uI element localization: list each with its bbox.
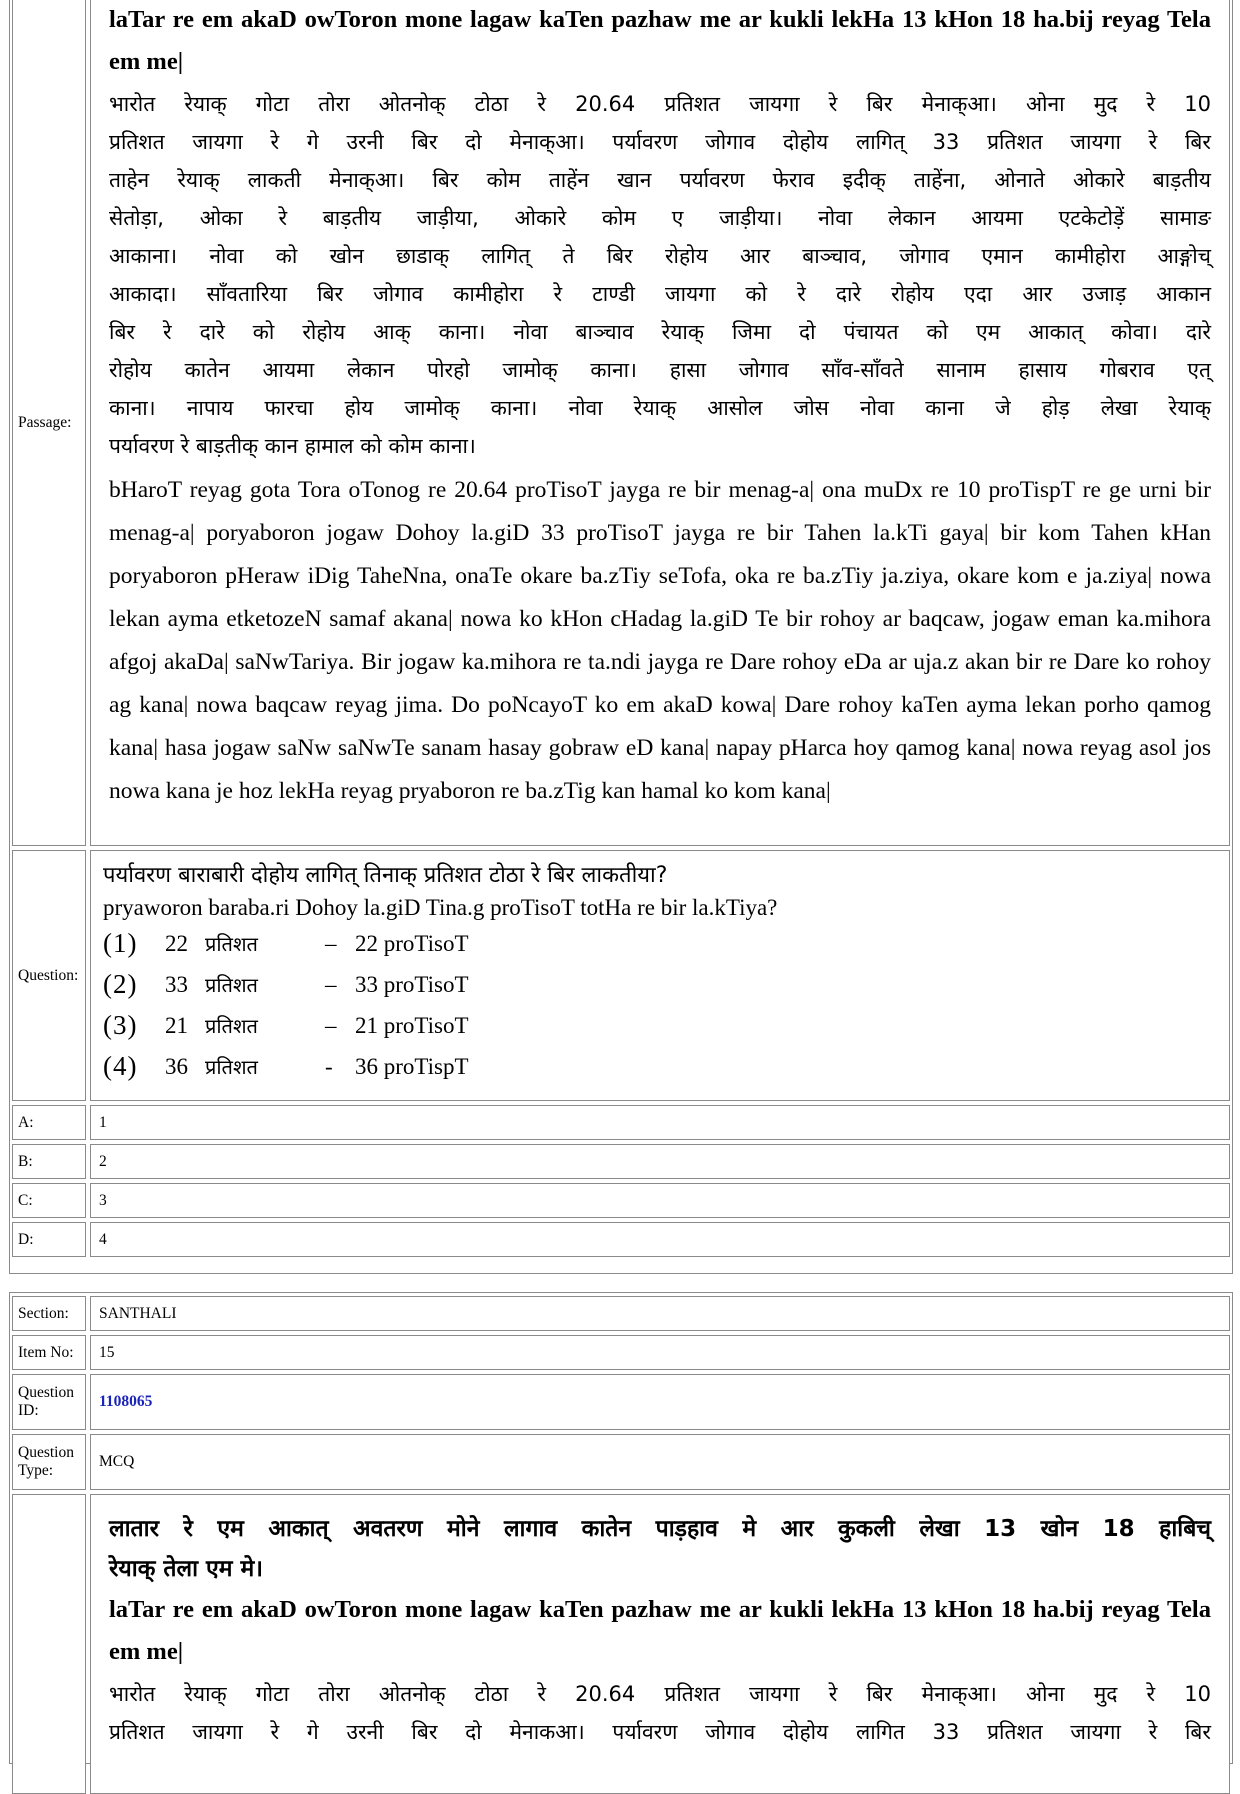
answer-label: A: <box>12 1105 86 1140</box>
answer-value: 1 <box>90 1105 1230 1140</box>
passage-deva-line: प्रतिशत जायगा रे गे उरनी बिर दो मेनाकआ। पर्यावरण जोगाव दोहोय लागित 33 प्रतिशत जायगा रे बिर <box>109 1720 1211 1744</box>
option-deva: प्रतिशत <box>205 932 258 956</box>
option-number: (4) <box>103 1051 138 1081</box>
question-type-row <box>12 1434 1230 1490</box>
answer-value: 3 <box>90 1183 1230 1218</box>
item-no-label: Item No: <box>12 1335 86 1370</box>
option-deva: प्रतिशत <box>205 973 258 997</box>
section-label: Section: <box>12 1296 86 1331</box>
option-value: 22 <box>165 930 188 956</box>
question-devanagari: पर्यावरण बाराबारी दोहोय लागित् तिनाक् प्रतिशत टोठा रे बिर लाकतीया? <box>103 863 668 888</box>
option-number: (3) <box>103 1010 138 1040</box>
passage-content <box>90 0 1230 846</box>
item-no-value: 15 <box>90 1335 1230 1370</box>
heading-devanagari <box>109 1509 1211 1589</box>
option-deva: प्रतिशत <box>205 1055 258 1079</box>
section-row <box>12 1296 1230 1331</box>
option-value: 21 <box>165 1012 188 1038</box>
answer-label: C: <box>12 1183 86 1218</box>
option-latin: 21 proTisoT <box>355 1012 469 1038</box>
passage-deva-line: सेतोड़ा, ओका रे बाड़तीय जाड़ीया, ओकारे कोम ए जाड़ीया। नोवा लेकान आयमा एटकेटोड़ें सामाङ <box>109 206 1211 230</box>
passage-deva-line: ताहेन रेयाक् लाकती मेनाक्आ। बिर कोम ताहेंन खान पर्यावरण फेराव इदीक् ताहेंना, ओनाते ओकारे बाड़तीय <box>109 168 1211 192</box>
question-label: Question: <box>12 850 86 1101</box>
question-id-link[interactable]: 1108065 <box>99 1393 153 1410</box>
answer-row-b <box>12 1144 1230 1179</box>
passage-deva-line: आकादा। साँवतारिया बिर जोगाव कामीहोरा रे टाण्डी जायगा को रे दारे रोहोय एदा आर उजाड़ आकान <box>109 282 1211 306</box>
passage-heading-latin: laTar re em akaD owToron mone lagaw kaTen pazhaw me ar kukli lekHa 13 kHon 18 ha.bij reyag Tela em me| <box>109 6 1211 75</box>
option-4: (4) 36 प्रतिशत - 36 proTispT <box>103 1051 469 1081</box>
option-value: 36 <box>165 1053 188 1079</box>
question-type-value: MCQ <box>90 1434 1230 1490</box>
answer-label: B: <box>12 1144 86 1179</box>
answer-value: 4 <box>90 1222 1230 1257</box>
answer-row-d <box>12 1222 1230 1257</box>
question-row <box>12 850 1230 1101</box>
passage-row-15 <box>12 1494 1230 1794</box>
passage-deva-line: काना। नापाय फारचा होय जामोक् काना। नोवा रेयाक् आसोल जोस नोवा काना जे होड़ लेखा रेयाक् <box>109 396 1211 420</box>
passage-label-empty <box>12 1494 86 1794</box>
passage-deva-line: भारोत रेयाक् गोटा तोरा ओतनोक् टोठा रे 20.64 प्रतिशत जायगा रे बिर मेनाक्आ। ओना मुद रे 10 <box>109 92 1211 116</box>
passage-deva-line: आकाना। नोवा को खोन छाडाक् लागित् ते बिर रोहोय आर बाञ्चाव, जोगाव एमान कामीहोरा आङ्गोच् <box>109 244 1211 268</box>
section-value: SANTHALI <box>90 1296 1230 1331</box>
passage-content-15 <box>90 1494 1230 1794</box>
answer-value: 2 <box>90 1144 1230 1179</box>
item-no-row <box>12 1335 1230 1370</box>
heading-latin: laTar re em akaD owToron mone lagaw kaTen pazhaw me ar kukli lekHa 13 kHon 18 ha.bij reyag Tela em me| <box>109 1596 1211 1665</box>
option-deva: प्रतिशत <box>205 1014 258 1038</box>
heading-deva-line: लातार रे एम आकात् अवतरण मोने लागाव कातेन पाड़हाव मे आर कुकली लेखा 13 खोन 18 हाबिच् <box>109 1516 1211 1542</box>
option-latin: 22 proTisoT <box>355 930 469 956</box>
heading-deva-line: रेयाक् तेला एम मे। <box>109 1556 263 1582</box>
passage-deva-line: रोहोय कातेन आयमा लेकान पोरहो जामोक् काना। हासा जोगाव साँव-साँवते सानाम हासाय गोबराव एत् <box>109 358 1211 382</box>
passage-deva-line: बिर रे दारे को रोहोय आक् काना। नोवा बाञ्चाव रेयाक् जिमा दो पंचायत को एम आकात् कोवा। दारे <box>109 320 1211 344</box>
option-latin: 33 proTisoT <box>355 971 469 997</box>
passage-deva-line: प्रतिशत जायगा रे गे उरनी बिर दो मेनाक्आ। पर्यावरण जोगाव दोहोय लागित् 33 प्रतिशत जायगा रे बिर <box>109 130 1211 154</box>
question-content <box>90 850 1230 1101</box>
question-id-label: Question ID: <box>12 1374 86 1430</box>
passage-latin: bHaroT reyag gota Tora oTonog re 20.64 proTisoT jayga re bir menag-a| ona muDx re 10 proTispT re ge urni bir menag-a| poryaboron jogaw Dohoy la.giD 33 proTisoT jayga re bir Tahen la.kTi gaya| bir kom Tahen kHan poryaboron pHeraw iDig TaheNna, onaTe okare ba.zTiy seTofa, oka re ba.zTiy ja.ziya, okare kom e ja.ziya| nowa lekan ayma etketozeN samaf akana| nowa ko kHon cHadag la.giD Te bir rohoy ar baqcaw, jogaw eman ka.mihora afgoj akaDa| saNwTariya. Bir jogaw ka.mihora re ta.ndi jayga re Dare rohoy eDa ar uja.z akan bir re Dare ko rohoy ag kana| nowa baqcaw reyag jima. Do poNcayoT ko em akaD kowa| Dare rohoy kaTen ayma lekan porho qamog kana| hasa jogaw saNw saNwTe sanam hasay gobraw eD kana| napay pHarca hoy qamog kana| nowa reyag asol jos nowa kana je hoz lekHa reyag pryaboron re ba.zTig kan hamal ko kom kana| <box>109 477 1211 804</box>
answer-row-a <box>12 1105 1230 1140</box>
question-type-label: Question Type: <box>12 1434 86 1490</box>
option-3: (3) 21 प्रतिशत – 21 proTisoT <box>103 1010 469 1040</box>
passage-devanagari-15 <box>109 1675 1211 1751</box>
question-id-row <box>12 1374 1230 1430</box>
passage-devanagari <box>109 85 1211 465</box>
passage-label: Passage: <box>12 0 86 846</box>
question-block-15 <box>9 1292 1233 1764</box>
option-number: (1) <box>103 928 138 958</box>
question-block-14 <box>9 0 1233 1274</box>
question-latin: pryaworon baraba.ri Dohoy la.giD Tina.g proTisoT totHa re bir la.kTiya? <box>103 895 778 920</box>
option-1: (1) 22 प्रतिशत – 22 proTisoT <box>103 928 469 958</box>
answer-row-c <box>12 1183 1230 1218</box>
option-2: (2) 33 प्रतिशत – 33 proTisoT <box>103 969 469 999</box>
answer-label: D: <box>12 1222 86 1257</box>
passage-deva-line: पर्यावरण रे बाड़तीक् कान हामाल को कोम काना। <box>109 434 476 458</box>
option-number: (2) <box>103 969 138 999</box>
option-latin: 36 proTispT <box>355 1053 469 1079</box>
passage-deva-line: भारोत रेयाक् गोटा तोरा ओतनोक् टोठा रे 20.64 प्रतिशत जायगा रे बिर मेनाक्आ। ओना मुद रे 10 <box>109 1682 1211 1706</box>
passage-row <box>12 0 1230 846</box>
option-value: 33 <box>165 971 188 997</box>
